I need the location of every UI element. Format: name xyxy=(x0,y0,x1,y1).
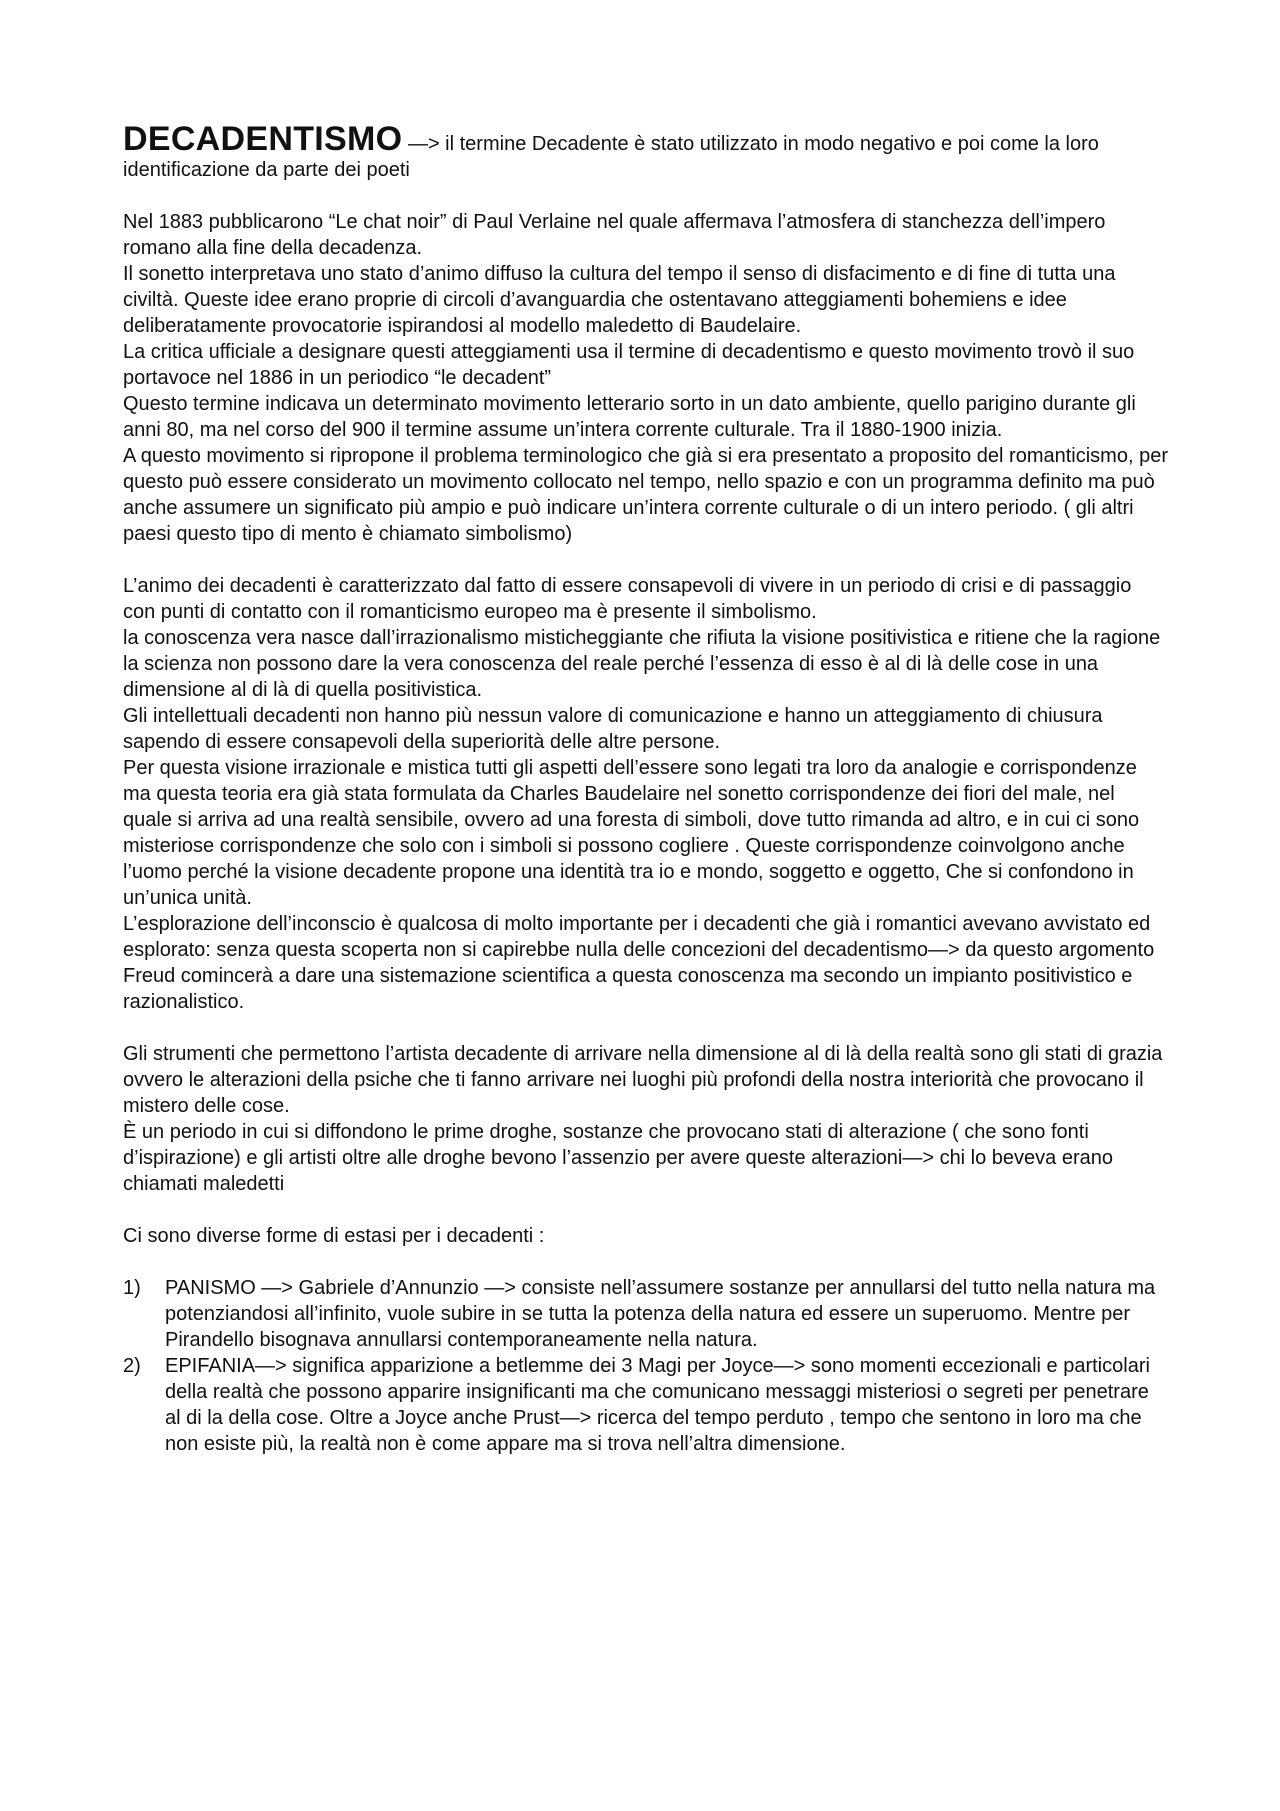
paragraph-gap xyxy=(123,1197,1168,1223)
list-item-text: PANISMO —> Gabriele d’Annunzio —> consiste nell’assumere sostanze per annullarsi del tutto nella natura ma potenziandosi all’infinito, vuole subire in se tutta la potenza della natura ed essere un superuomo. Mentre per Pirandello bisognava annullarsi contemporaneamente nella natura. xyxy=(165,1277,1156,1351)
heading-paragraph xyxy=(123,120,1168,183)
paragraph-conoscenza: la conoscenza vera nasce dall’irrazionalismo misticheggiante che rifiuta la visione positivistica e ritiene che la ragione la scienza non possono dare la vera conoscenza del reale perché l’essenza di esso è al di là delle cose in una dimensione al di là di quella positivistica. xyxy=(123,627,1161,701)
paragraph-critica: La critica ufficiale a designare questi atteggiamenti usa il termine di decadentismo e questo movimento trovò il suo portavoce nel 1886 in un periodico “le decadent” xyxy=(123,341,1135,389)
paragraph-estasi-intro: Ci sono diverse forme di estasi per i decadenti : xyxy=(123,1225,545,1247)
list-item-epifania xyxy=(123,1353,1168,1457)
paragraph-droghe: È un periodo in cui si diffondono le prime droghe, sostanze che provocano stati di alterazione ( che sono fonti d’ispirazione) e gli artisti oltre alle droghe bevono l’assenzio per avere queste alterazioni—> chi lo beveva erano chiamati maledetti xyxy=(123,1121,1114,1195)
paragraph-intellettuali: Gli intellettuali decadenti non hanno più nessun valore di comunicazione e hanno un atteggiamento di chiusura sapendo di essere consapevoli della superiorità delle altre persone. xyxy=(123,705,1103,753)
list-item-text: EPIFANIA—> significa apparizione a betlemme dei 3 Magi per Joyce—> sono momenti eccezionali e particolari della realtà che possono apparire insignificanti ma che comunicano messaggi misteriosi o segreti per penetrare al di la della cose. Oltre a Joyce anche Prust—> ricerca del tempo perduto , tempo che sentono in loro ma che non esiste più, la realtà non è come appare ma si trova nell’altra dimensione. xyxy=(165,1355,1150,1455)
estasi-list xyxy=(123,1275,1168,1457)
heading-intro: —> il termine Decadente è stato utilizzato in modo negativo e poi come la loro identificazione da parte dei poeti xyxy=(123,133,1099,181)
list-number: 2) xyxy=(123,1355,141,1377)
paragraph-terminologico: A questo movimento si ripropone il problema terminologico che già si era presentato a proposito del romanticismo, per questo può essere considerato un movimento collocato nel tempo, nello spazio e con un programma definito ma può anche assumere un significato più ampio e può indicare un’intera corrente culturale o di un intero periodo. ( gli altri paesi questo tipo di mento è chiamato simbolismo) xyxy=(123,445,1168,545)
paragraph-gap xyxy=(123,183,1168,209)
paragraph-strumenti: Gli strumenti che permettono l’artista decadente di arrivare nella dimensione al di là della realtà sono gli stati di grazia ovvero le alterazioni della psiche che ti fanno arrivare nei luoghi più profondi della nostra interiorità che provocano il mistero delle cose. xyxy=(123,1043,1163,1117)
list-number: 1) xyxy=(123,1277,141,1299)
document-page xyxy=(123,120,1168,1457)
paragraph-verlaine: Nel 1883 pubblicarono “Le chat noir” di Paul Verlaine nel quale affermava l’atmosfera di stanchezza dell’impero romano alla fine della decadenza. xyxy=(123,211,1106,259)
list-item-panismo xyxy=(123,1275,1168,1353)
paragraph-sonetto: Il sonetto interpretava uno stato d’animo diffuso la cultura del tempo il senso di disfacimento e di fine di tutta una civiltà. Queste idee erano proprie di circoli d’avanguardia che ostentavano atteggiamenti bohemiens e idee deliberatamente provocatorie ispirandosi al modello maledetto di Baudelaire. xyxy=(123,263,1116,337)
paragraph-animo: L’animo dei decadenti è caratterizzato dal fatto di essere consapevoli di vivere in un periodo di crisi e di passaggio con punti di contatto con il romanticismo europeo ma è presente il simbolismo. xyxy=(123,575,1132,623)
paragraph-inconscio: L’esplorazione dell’inconscio è qualcosa di molto importante per i decadenti che già i romantici avevano avvistato ed esplorato: senza questa scoperta non si capirebbe nulla delle concezioni del decadentismo—> da questo argomento Freud comincerà a dare una sistemazione scientifica a questa conoscenza ma secondo un impianto positivistico e razionalistico. xyxy=(123,913,1155,1013)
paragraph-gap xyxy=(123,547,1168,573)
paragraph-gap xyxy=(123,1015,1168,1041)
paragraph-corrispondenze: Per questa visione irrazionale e mistica tutti gli aspetti dell’essere sono legati tra loro da analogie e corrispondenze ma questa teoria era già stata formulata da Charles Baudelaire nel sonetto corrispondenze dei fiori del male, nel quale si arriva ad una realtà sensibile, ovvero ad una foresta di simboli, dove tutto rimanda ad altro, e in cui ci sono misteriose corrispondenze che solo con i simboli si possono cogliere . Queste corrispondenze coinvolgono anche l’uomo perché la visione decadente propone una identità tra io e mondo, soggetto e oggetto, Che si confondono in un’unica unità. xyxy=(123,757,1140,909)
paragraph-gap xyxy=(123,1249,1168,1275)
document-title: DECADENTISMO xyxy=(123,120,403,158)
paragraph-termine: Questo termine indicava un determinato movimento letterario sorto in un dato ambiente, quello parigino durante gli anni 80, ma nel corso del 900 il termine assume un’intera corrente culturale. Tra il 1880-1900 inizia. xyxy=(123,393,1136,441)
